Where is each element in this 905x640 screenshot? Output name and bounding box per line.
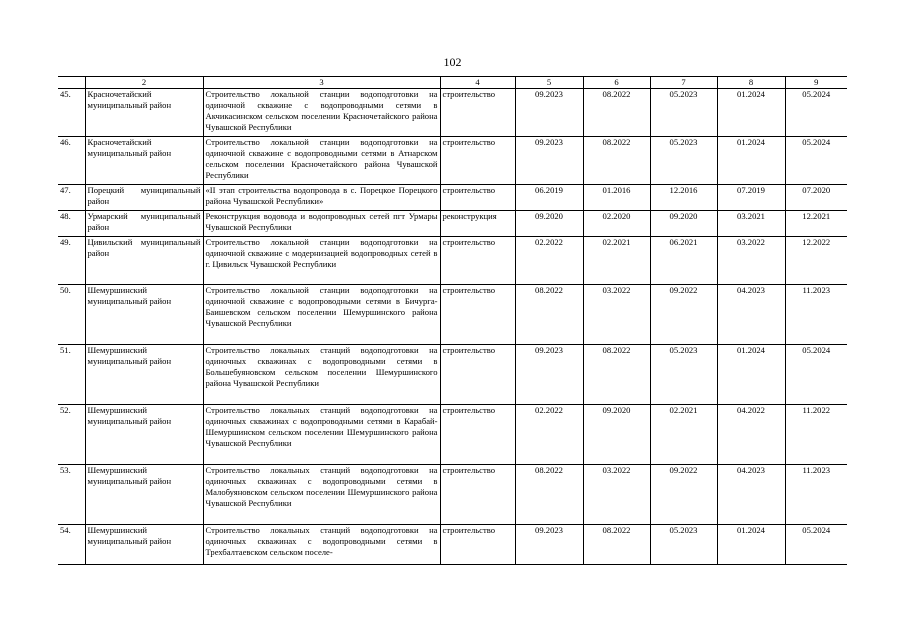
date-cell-9: 11.2022: [785, 405, 847, 465]
date-cell-5: 08.2022: [515, 465, 583, 525]
table-row: [58, 285, 847, 345]
district-cell: Шемуршинский муниципальный район: [85, 405, 203, 465]
date-cell-8: 01.2024: [717, 137, 785, 185]
district-cell: Порецкий муниципальный район: [85, 185, 203, 211]
object-cell: Строительство локальной станции водоподготовки на одиночной скважине с водопроводными сетями в Бичурга-Баишевском сельском поселении Шемуршинского района Чувашской Республики: [203, 285, 440, 345]
date-cell-8: 03.2022: [717, 237, 785, 285]
header-row: [58, 77, 847, 89]
date-cell-8: 03.2021: [717, 211, 785, 237]
date-cell-9: 07.2020: [785, 185, 847, 211]
date-cell-9: 11.2023: [785, 465, 847, 525]
date-cell-9: 12.2022: [785, 237, 847, 285]
district-cell: Шемуршинский муниципальный район: [85, 285, 203, 345]
table-row: [58, 405, 847, 465]
object-cell: Строительство локальной станции водоподготовки на одиночной скважине с модернизацией водопроводных сетей в г. Цивильск Чувашской Республики: [203, 237, 440, 285]
date-cell-7: 05.2023: [650, 89, 717, 137]
date-cell-6: 03.2022: [583, 465, 650, 525]
date-cell-6: 08.2022: [583, 525, 650, 565]
date-cell-7: 05.2023: [650, 525, 717, 565]
work-type-cell: строительство: [440, 185, 515, 211]
row-number: 45.: [58, 89, 85, 137]
district-cell: Цивильский муниципальный район: [85, 237, 203, 285]
col-header-6: 6: [583, 77, 650, 89]
col-header-5: 5: [515, 77, 583, 89]
date-cell-5: 09.2023: [515, 525, 583, 565]
table-row: [58, 137, 847, 185]
district-cell: Красночетайский муниципальный район: [85, 137, 203, 185]
work-type-cell: строительство: [440, 237, 515, 285]
work-type-cell: строительство: [440, 89, 515, 137]
date-cell-8: 01.2024: [717, 525, 785, 565]
table-row: [58, 237, 847, 285]
date-cell-6: 01.2016: [583, 185, 650, 211]
table-row: [58, 89, 847, 137]
date-cell-5: 02.2022: [515, 405, 583, 465]
district-cell: Шемуршинский муниципальный район: [85, 465, 203, 525]
date-cell-5: 08.2022: [515, 285, 583, 345]
date-cell-9: 11.2023: [785, 285, 847, 345]
date-cell-5: 09.2023: [515, 137, 583, 185]
object-cell: Строительство локальной станции водоподготовки на одиночной скважине с водопроводными сетями в Акчикасинском сельском поселении Красночетайского района Чувашской Республики: [203, 89, 440, 137]
date-cell-8: 07.2019: [717, 185, 785, 211]
row-number: 46.: [58, 137, 85, 185]
table-row: [58, 465, 847, 525]
row-number: 48.: [58, 211, 85, 237]
work-type-cell: строительство: [440, 345, 515, 405]
work-type-cell: строительство: [440, 405, 515, 465]
date-cell-6: 02.2020: [583, 211, 650, 237]
date-cell-7: 05.2023: [650, 345, 717, 405]
date-cell-5: 09.2023: [515, 89, 583, 137]
date-cell-9: 05.2024: [785, 137, 847, 185]
date-cell-7: 12.2016: [650, 185, 717, 211]
col-header-4: 4: [440, 77, 515, 89]
date-cell-8: 04.2022: [717, 405, 785, 465]
work-type-cell: реконструкция: [440, 211, 515, 237]
work-type-cell: строительство: [440, 137, 515, 185]
date-cell-8: 04.2023: [717, 465, 785, 525]
page-number: 102: [443, 55, 462, 69]
col-header-7: 7: [650, 77, 717, 89]
date-cell-8: 04.2023: [717, 285, 785, 345]
table-row: [58, 185, 847, 211]
date-cell-7: 09.2020: [650, 211, 717, 237]
date-cell-5: 06.2019: [515, 185, 583, 211]
col-header-8: 8: [717, 77, 785, 89]
col-header-3: 3: [203, 77, 440, 89]
date-cell-7: 05.2023: [650, 137, 717, 185]
col-header-1: [58, 77, 85, 89]
date-cell-9: 05.2024: [785, 89, 847, 137]
date-cell-6: 02.2021: [583, 237, 650, 285]
date-cell-7: 09.2022: [650, 465, 717, 525]
date-cell-5: 09.2020: [515, 211, 583, 237]
row-number: 49.: [58, 237, 85, 285]
date-cell-9: 12.2021: [785, 211, 847, 237]
date-cell-9: 05.2024: [785, 525, 847, 565]
district-cell: Красночетайский муниципальный район: [85, 89, 203, 137]
district-cell: Шемуршинский муниципальный район: [85, 525, 203, 565]
date-cell-8: 01.2024: [717, 345, 785, 405]
date-cell-6: 03.2022: [583, 285, 650, 345]
object-cell: Строительство локальных станций водоподготовки на одиночных скважинах с водопроводными сетями в Карабай-Шемуршинском сельском поселении Шемуршинского района Чувашской Республики: [203, 405, 440, 465]
date-cell-6: 08.2022: [583, 345, 650, 405]
date-cell-8: 01.2024: [717, 89, 785, 137]
row-number: 54.: [58, 525, 85, 565]
date-cell-5: 02.2022: [515, 237, 583, 285]
col-header-2: 2: [85, 77, 203, 89]
object-cell: Строительство локальных станций водоподготовки на одиночных скважинах с водопроводными сетями в Малобуяновском сельском поселении Шемуршинского района Чувашской Республики: [203, 465, 440, 525]
object-cell: Строительство локальной станции водоподготовки на одиночной скважине с водопроводными сетями в Атнарском сельском поселении Красночетайского района Чувашской Республики: [203, 137, 440, 185]
date-cell-5: 09.2023: [515, 345, 583, 405]
date-cell-7: 06.2021: [650, 237, 717, 285]
work-type-cell: строительство: [440, 465, 515, 525]
date-cell-7: 02.2021: [650, 405, 717, 465]
row-number: 52.: [58, 405, 85, 465]
row-number: 47.: [58, 185, 85, 211]
date-cell-7: 09.2022: [650, 285, 717, 345]
district-cell: Урмарский муниципальный район: [85, 211, 203, 237]
table-row: [58, 345, 847, 405]
row-number: 50.: [58, 285, 85, 345]
district-cell: Шемуршинский муниципальный район: [85, 345, 203, 405]
date-cell-6: 08.2022: [583, 137, 650, 185]
work-type-cell: строительство: [440, 285, 515, 345]
object-cell: Строительство локальных станций водоподготовки на одиночных скважинах с водопроводными сетями в Трехбалтаевском сельском поселе-: [203, 525, 440, 565]
date-cell-9: 05.2024: [785, 345, 847, 405]
row-number: 51.: [58, 345, 85, 405]
object-cell: «II этап строительства водопровода в с. Порецкое Порецкого района Чувашской Республики»: [203, 185, 440, 211]
table-row: [58, 211, 847, 237]
row-number: 53.: [58, 465, 85, 525]
date-cell-6: 08.2022: [583, 89, 650, 137]
date-cell-6: 09.2020: [583, 405, 650, 465]
work-type-cell: строительство: [440, 525, 515, 565]
object-cell: Строительство локальных станций водоподготовки на одиночных скважинах с водопроводными сетями в Большебуяновском сельском поселении Шемуршинского района Чувашской Республики: [203, 345, 440, 405]
projects-table: [58, 76, 847, 565]
table-row: [58, 525, 847, 565]
object-cell: Реконструкция водовода и водопроводных сетей пгт Урмары Чувашской Республики: [203, 211, 440, 237]
col-header-9: 9: [785, 77, 847, 89]
